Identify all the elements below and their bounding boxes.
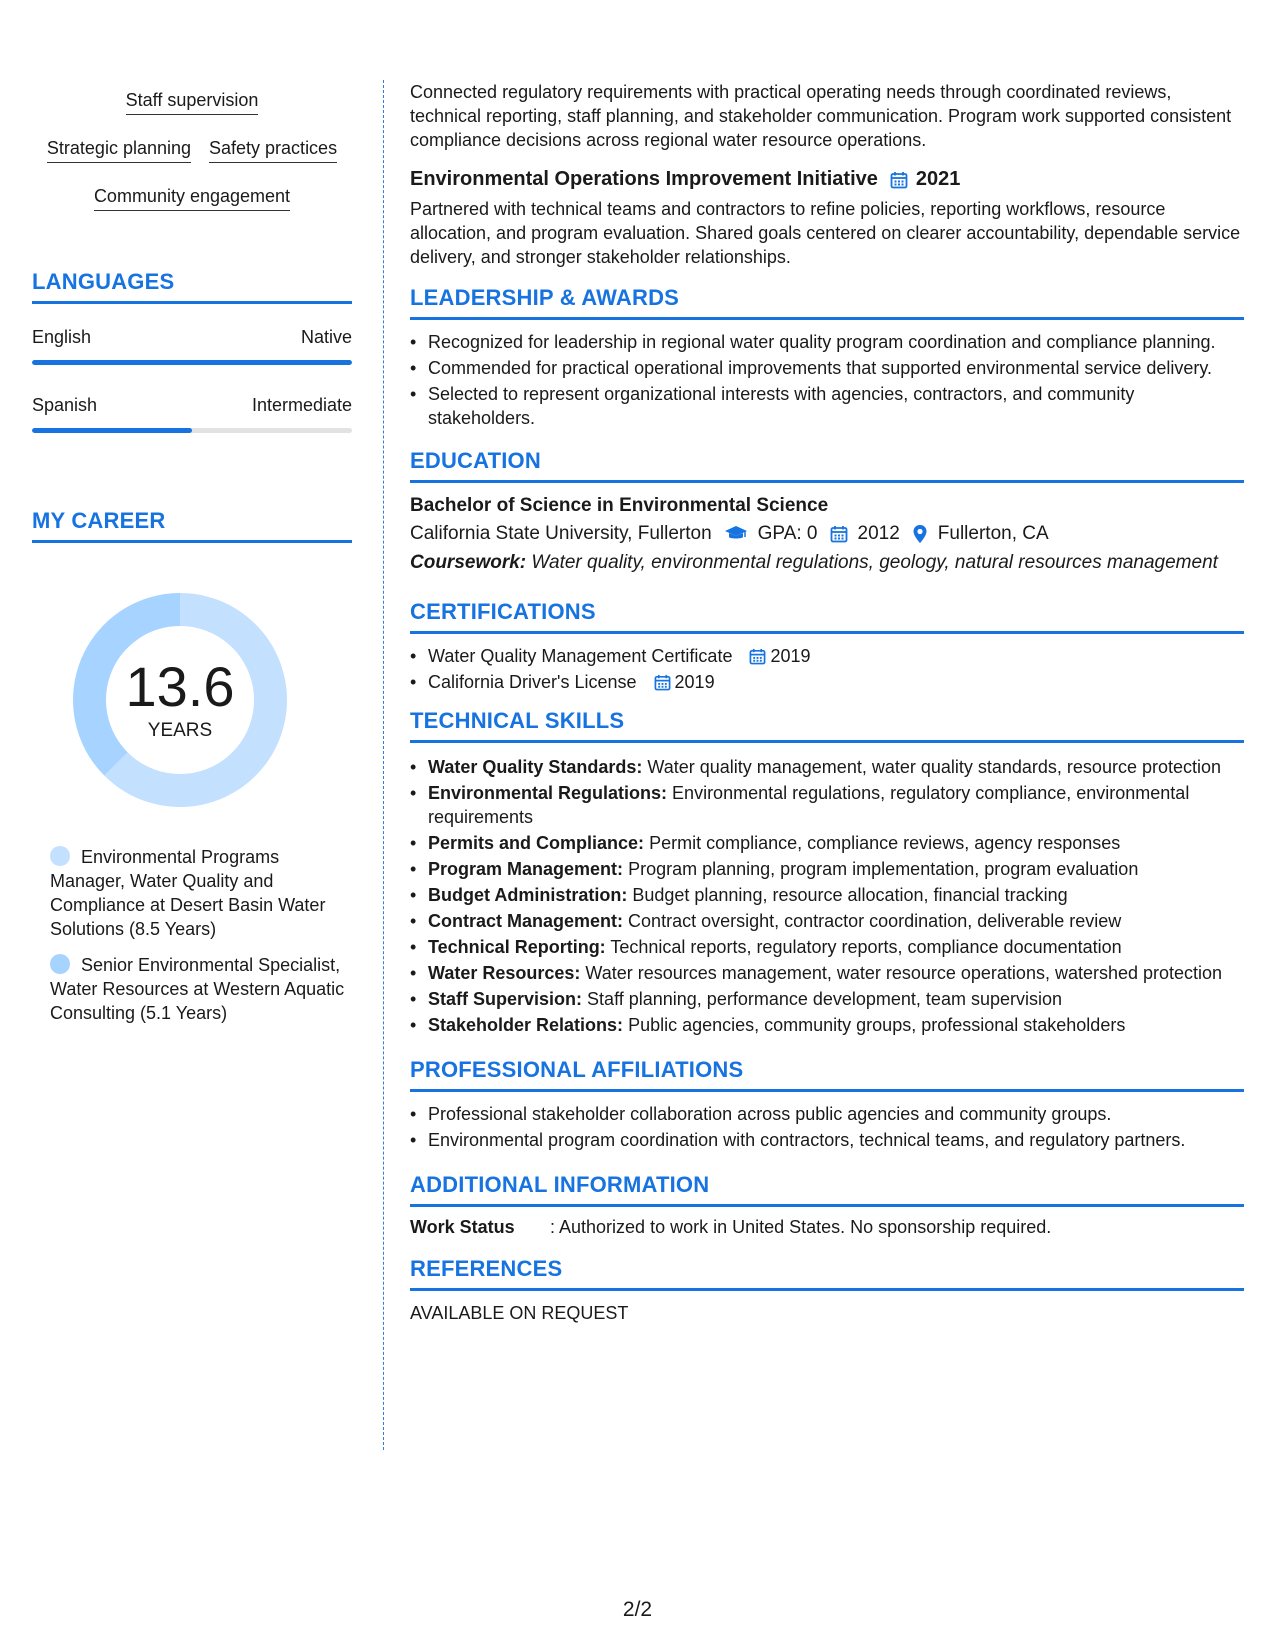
section-title: CERTIFICATIONS <box>410 599 1244 634</box>
section-title: LEADERSHIP & AWARDS <box>410 285 1244 320</box>
work-status-row <box>410 1217 1244 1238</box>
calendar-icon <box>749 648 766 665</box>
references-text: AVAILABLE ON REQUEST <box>410 1303 629 1323</box>
education-section <box>410 448 1244 575</box>
list-item <box>410 670 1244 694</box>
coursework-label: Coursework: <box>410 552 527 573</box>
section-title: TECHNICAL SKILLS <box>410 708 1244 743</box>
donut-center <box>65 585 295 815</box>
certification-year: 2019 <box>770 646 811 666</box>
graduation-cap-icon <box>724 525 748 543</box>
calendar-icon <box>830 525 848 543</box>
skill-tags <box>32 80 352 224</box>
column-divider <box>383 80 384 1450</box>
leadership-section <box>410 285 1244 430</box>
list-item: • Environmental Regulations: Environmental regulations, regulatory compliance, environmental requirements <box>410 781 1244 829</box>
section-title: EDUCATION <box>410 448 1244 483</box>
certifications-section <box>410 599 1244 694</box>
additional-info-section <box>410 1172 1244 1238</box>
education-coursework <box>410 551 1244 575</box>
language-item <box>32 327 352 365</box>
project-description: Partnered with technical teams and contractors to refine policies, reporting workflows, resource allocation, and program evaluation. Shared goals centered on clearer accountability, dependable service delivery, and stronger stakeholder relationships. <box>410 199 1241 267</box>
section-title: MY CAREER <box>32 508 352 543</box>
education-degree: Bachelor of Science in Environmental Science <box>410 495 829 516</box>
list-item: • Contract Management: Contract oversight, contractor coordination, deliverable review <box>410 909 1244 933</box>
education-gpa: GPA: 0 <box>757 523 818 544</box>
certification-year: 2019 <box>674 672 715 692</box>
list-item: • Commended for practical operational improvements that supported environmental service delivery. <box>410 356 1244 380</box>
list-item: • Recognized for leadership in regional water quality program coordination and compliance planning. <box>410 330 1244 354</box>
education-year: 2012 <box>857 523 900 544</box>
section-title: ADDITIONAL INFORMATION <box>410 1172 1244 1207</box>
career-label: Environmental Programs Manager, Water Quality and Compliance at Desert Basin Water Solutions (8.5 Years) <box>50 847 326 939</box>
references-section <box>410 1256 1244 1324</box>
career-legend <box>32 845 352 1025</box>
list-item: • Selected to represent organizational interests with agencies, contractors, and community stakeholders. <box>410 382 1244 430</box>
location-pin-icon <box>912 524 928 544</box>
left-column <box>32 80 352 1037</box>
list-item: • Staff Supervision: Staff planning, performance development, team supervision <box>410 987 1244 1011</box>
language-bar <box>32 428 352 433</box>
career-donut-chart <box>65 585 295 815</box>
section-title: PROFESSIONAL AFFILIATIONS <box>410 1057 1244 1092</box>
career-unit: YEARS <box>147 720 213 741</box>
list-item: • Water Quality Standards: Water quality management, water quality standards, resource protection <box>410 755 1244 779</box>
project-year: 2021 <box>915 168 961 190</box>
project-title: Environmental Operations Improvement Initiative <box>410 168 878 190</box>
skill-tag: Staff supervision <box>126 90 259 115</box>
certification-name: Water Quality Management Certificate <box>428 646 733 666</box>
list-item: • Technical Reporting: Technical reports, regulatory reports, compliance documentation <box>410 935 1244 959</box>
list-item: • Program Management: Program planning, program implementation, program evaluation <box>410 857 1244 881</box>
coursework-text: Water quality, environmental regulations, geology, natural resources management <box>531 552 1218 573</box>
education-school: California State University, Fullerton <box>410 523 712 544</box>
skill-tag: Community engagement <box>94 186 290 211</box>
language-bar-fill <box>32 360 352 365</box>
page-number: 2/2 <box>622 1598 653 1621</box>
section-title: LANGUAGES <box>32 269 352 304</box>
work-status-value: : Authorized to work in United States. No sponsorship required. <box>550 1217 1052 1237</box>
list-item: • Permits and Compliance: Permit compliance, compliance reviews, agency responses <box>410 831 1244 855</box>
list-item: • Professional stakeholder collaboration across public agencies and community groups. <box>410 1102 1244 1126</box>
calendar-icon <box>890 171 908 189</box>
language-level: Native <box>300 327 352 347</box>
calendar-icon <box>654 674 671 691</box>
languages-section <box>32 269 352 433</box>
language-bar-fill <box>32 428 192 433</box>
right-column <box>410 80 1244 1324</box>
career-section <box>32 508 352 1025</box>
education-location: Fullerton, CA <box>937 523 1049 544</box>
language-level: Intermediate <box>251 395 352 415</box>
career-label: Senior Environmental Specialist, Water Resources at Western Aquatic Consulting (5.1 Years) <box>50 955 345 1023</box>
legend-dot <box>50 846 70 866</box>
language-item <box>32 395 352 433</box>
skill-tag: Strategic planning <box>47 138 191 163</box>
skill-tag: Safety practices <box>209 138 337 163</box>
language-name: Spanish <box>32 395 98 415</box>
career-legend-item <box>50 845 352 941</box>
section-title: REFERENCES <box>410 1256 1244 1291</box>
language-bar <box>32 360 352 365</box>
career-total-years: 13.6 <box>125 655 235 718</box>
intro-paragraph: Connected regulatory requirements with practical operating needs through coordinated reviews, technical reporting, staff planning, and stakeholder communication. Program work supported consistent compliance decisions across regional water resource operations. <box>410 82 1232 150</box>
certification-name: California Driver's License <box>428 672 637 692</box>
technical-skills-section <box>410 708 1244 1037</box>
list-item: • Budget Administration: Budget planning, resource allocation, financial tracking <box>410 883 1244 907</box>
career-legend-item <box>50 953 352 1025</box>
education-details <box>410 523 1244 545</box>
list-item: • Stakeholder Relations: Public agencies, community groups, professional stakeholders <box>410 1013 1244 1037</box>
work-status-label: Work Status <box>410 1217 515 1237</box>
legend-dot <box>50 954 70 974</box>
language-name: English <box>32 327 92 347</box>
project-heading <box>410 168 1244 191</box>
list-item: • Water Resources: Water resources management, water resource operations, watershed protection <box>410 961 1244 985</box>
affiliations-section <box>410 1057 1244 1152</box>
list-item <box>410 644 1244 668</box>
list-item: • Environmental program coordination with contractors, technical teams, and regulatory partners. <box>410 1128 1244 1152</box>
